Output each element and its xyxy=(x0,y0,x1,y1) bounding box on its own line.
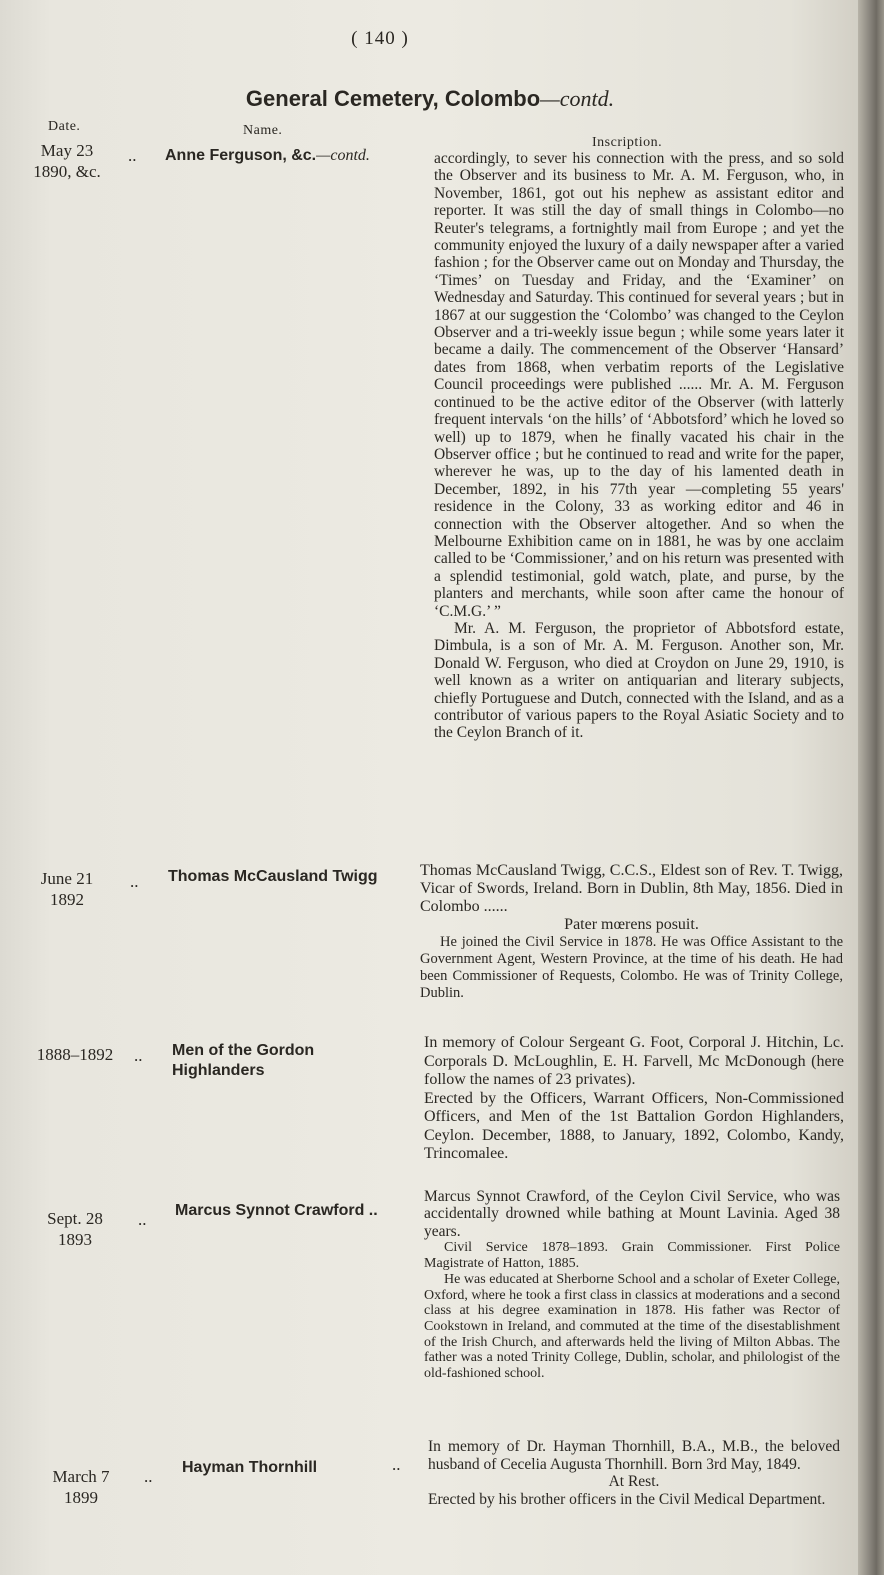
entry-name: Men of the Gordon Highlanders xyxy=(172,1042,315,1079)
name-text: Anne Ferguson, &c. xyxy=(165,147,317,164)
date-line: June 21 xyxy=(40,869,94,888)
date-year: 1899 xyxy=(64,1488,98,1507)
inscription-paragraph: In memory of Dr. Hayman Thornhill, B.A., M.B., the beloved husband of Cecelia Augusta Thornhill. Born 3rd May, 1849. xyxy=(428,1438,840,1473)
leader-dots: .. xyxy=(138,1210,147,1229)
entry-date xyxy=(22,868,112,910)
heading-contd: —contd. xyxy=(540,86,615,111)
inscription-paragraph: Mr. A. M. Ferguson, the proprietor of Abbotsford estate, Dimbula, is a son of Mr. A. M. Ferguson. Another son, Mr. Donald W. Ferguson, who died at Croydon on June 29, 1910, is well known as a writer on antiquarian and literary subjects, chiefly Portuguese and Dutch, connected with the Island, and as a contributor of various papers to the Royal Asiatic Society and to the Ceylon Branch of it. xyxy=(434,619,844,742)
inscription-paragraph: In memory of Colour Sergeant G. Foot, Corporal J. Hitchin, Lc. Corporals D. McLoughlin, E. H. Farvell, Mc McDonough (here follow the names of 23 privates). xyxy=(424,1034,844,1088)
page-number: ( 140 ) xyxy=(351,28,409,49)
entry-date xyxy=(22,140,112,182)
column-header-inscription: Inscription. xyxy=(592,135,663,150)
entry-name: Hayman Thornhill xyxy=(182,1459,318,1476)
date-line: March 7 xyxy=(52,1467,110,1486)
column-header-date: Date. xyxy=(48,119,81,134)
entry-inscription xyxy=(434,150,844,742)
entry-name: Thomas McCausland Twigg xyxy=(168,868,378,885)
name-leader-dots: .. xyxy=(392,1455,401,1474)
entry-inscription xyxy=(424,1034,844,1164)
leader-dots: .. xyxy=(130,872,139,891)
inscription-paragraph: Civil Service 1878–1893. Grain Commissioner. First Police Magistrate of Hatton, 1885. xyxy=(424,1240,840,1272)
inscription-paragraph: Erected by the Officers, Warrant Officers, Non-Commissioned Officers, and Men of the 1st Battalion Gordon Highlanders, Ceylon. December, 1888, to January, 1892, Colombo, Kandy, Trincomalee. xyxy=(424,1089,844,1162)
inscription-paragraph: Thomas McCausland Twigg, C.C.S., Eldest son of Rev. T. Twigg, Vicar of Swords, Ireland. Born in Dublin, 8th May, 1856. Died in Colombo ...... xyxy=(420,862,843,915)
date-line: Sept. 28 xyxy=(47,1209,103,1228)
entry-inscription xyxy=(424,1188,840,1381)
inscription-paragraph: Erected by his brother officers in the Civil Medical Department. xyxy=(428,1490,826,1508)
column-header-name: Name. xyxy=(243,123,283,138)
name-contd: —contd. xyxy=(316,147,370,164)
entry-name: Marcus Synnot Crawford .. xyxy=(175,1202,378,1219)
date-line: 1888–1892 xyxy=(36,1045,114,1064)
leader-dots: .. xyxy=(128,146,137,165)
inscription-paragraph: Pater mœrens posuit. xyxy=(564,916,699,933)
date-year: 1890, &c. xyxy=(33,162,101,181)
heading-title: General Cemetery, Colombo xyxy=(245,86,541,111)
inscription-paragraph: Marcus Synnot Crawford, of the Ceylon Civil Service, who was accidentally drowned while bathing at Mount Lavinia. Aged 38 years. xyxy=(424,1188,840,1240)
entry-date xyxy=(20,1044,130,1065)
page-heading xyxy=(130,86,730,112)
date-line: May 23 xyxy=(40,141,94,160)
leader-dots: .. xyxy=(144,1467,153,1486)
entry-inscription xyxy=(428,1438,840,1508)
entry-name xyxy=(165,146,415,166)
date-year: 1893 xyxy=(58,1230,92,1249)
inscription-paragraph: accordingly, to sever his connection with the press, and so sold the Observer and its business to Mr. A. M. Ferguson, who, in November, 1861, got out his nephew as assistant editor and reporter. It was still the day of small things in Colombo—no Reuter's telegrams, a fortnightly mail from Europe ; and yet the community enjoyed the luxury of a daily newspaper after a varied fashion ; for the Observer came out on Monday and Thursday, the ‘Times’ on Tuesday and Friday, and the ‘Examiner’ on Wednesday and Saturday. This continued for several years ; but in 1867 at our suggestion the ‘Colombo’ was changed to the Ceylon Observer and a tri-weekly issue begun ; while some years later it became a daily. The commencement of the Observer ‘Hansard’ dates from 1868, when verbatim reports of the Legislative Council proceedings were published ...... Mr. A. M. Ferguson continued to be the active editor of the Observer (with latterly frequent intervals ‘on the hills’ of ‘Abbotsford’ which he loved so well) up to 1879, when he finally vacated his chair in the Observer office ; but he continued to read and write for the paper, wherever he was, up to the day of his lamented death in December, 1892, in his 77th year —completing 55 years' residence in the Colony, 33 as working editor and 46 in connection with the Observer altogether. And so when the Melbourne Exhibition came on in 1881, he was by one acclaim called to be ‘Commissioner,’ and on his return was presented with a splendid testimonial, gold watch, plate, and purse, by the planters and merchants, while soon after came the honour of ‘C.M.G.’ ” xyxy=(434,150,844,620)
inscription-paragraph: He joined the Civil Service in 1878. He was Office Assistant to the Government Agent, Western Province, at the time of his death. He had been Commissioner of Requests, Colombo. He was of Trinity College, Dublin. xyxy=(420,934,843,1001)
entry-date xyxy=(36,1466,126,1508)
leader-dots: .. xyxy=(134,1046,143,1065)
date-year: 1892 xyxy=(50,890,84,909)
entry-date xyxy=(30,1208,120,1250)
book-spine xyxy=(858,0,884,1575)
entry-inscription xyxy=(420,862,843,1002)
inscription-paragraph: At Rest. xyxy=(608,1473,660,1490)
inscription-paragraph: He was educated at Sherborne School and a scholar of Exeter College, Oxford, where he took a first class in classics at moderations and a second class at his degree examination in 1878. His father was Rector of Cookstown in Ireland, and commuted at the time of the disestablishment of the Irish Church, and afterwards held the living of Milton Abbas. The father was a noted Trinity College, Dublin, scholar, and philologist of the old-fashioned school. xyxy=(424,1272,840,1381)
